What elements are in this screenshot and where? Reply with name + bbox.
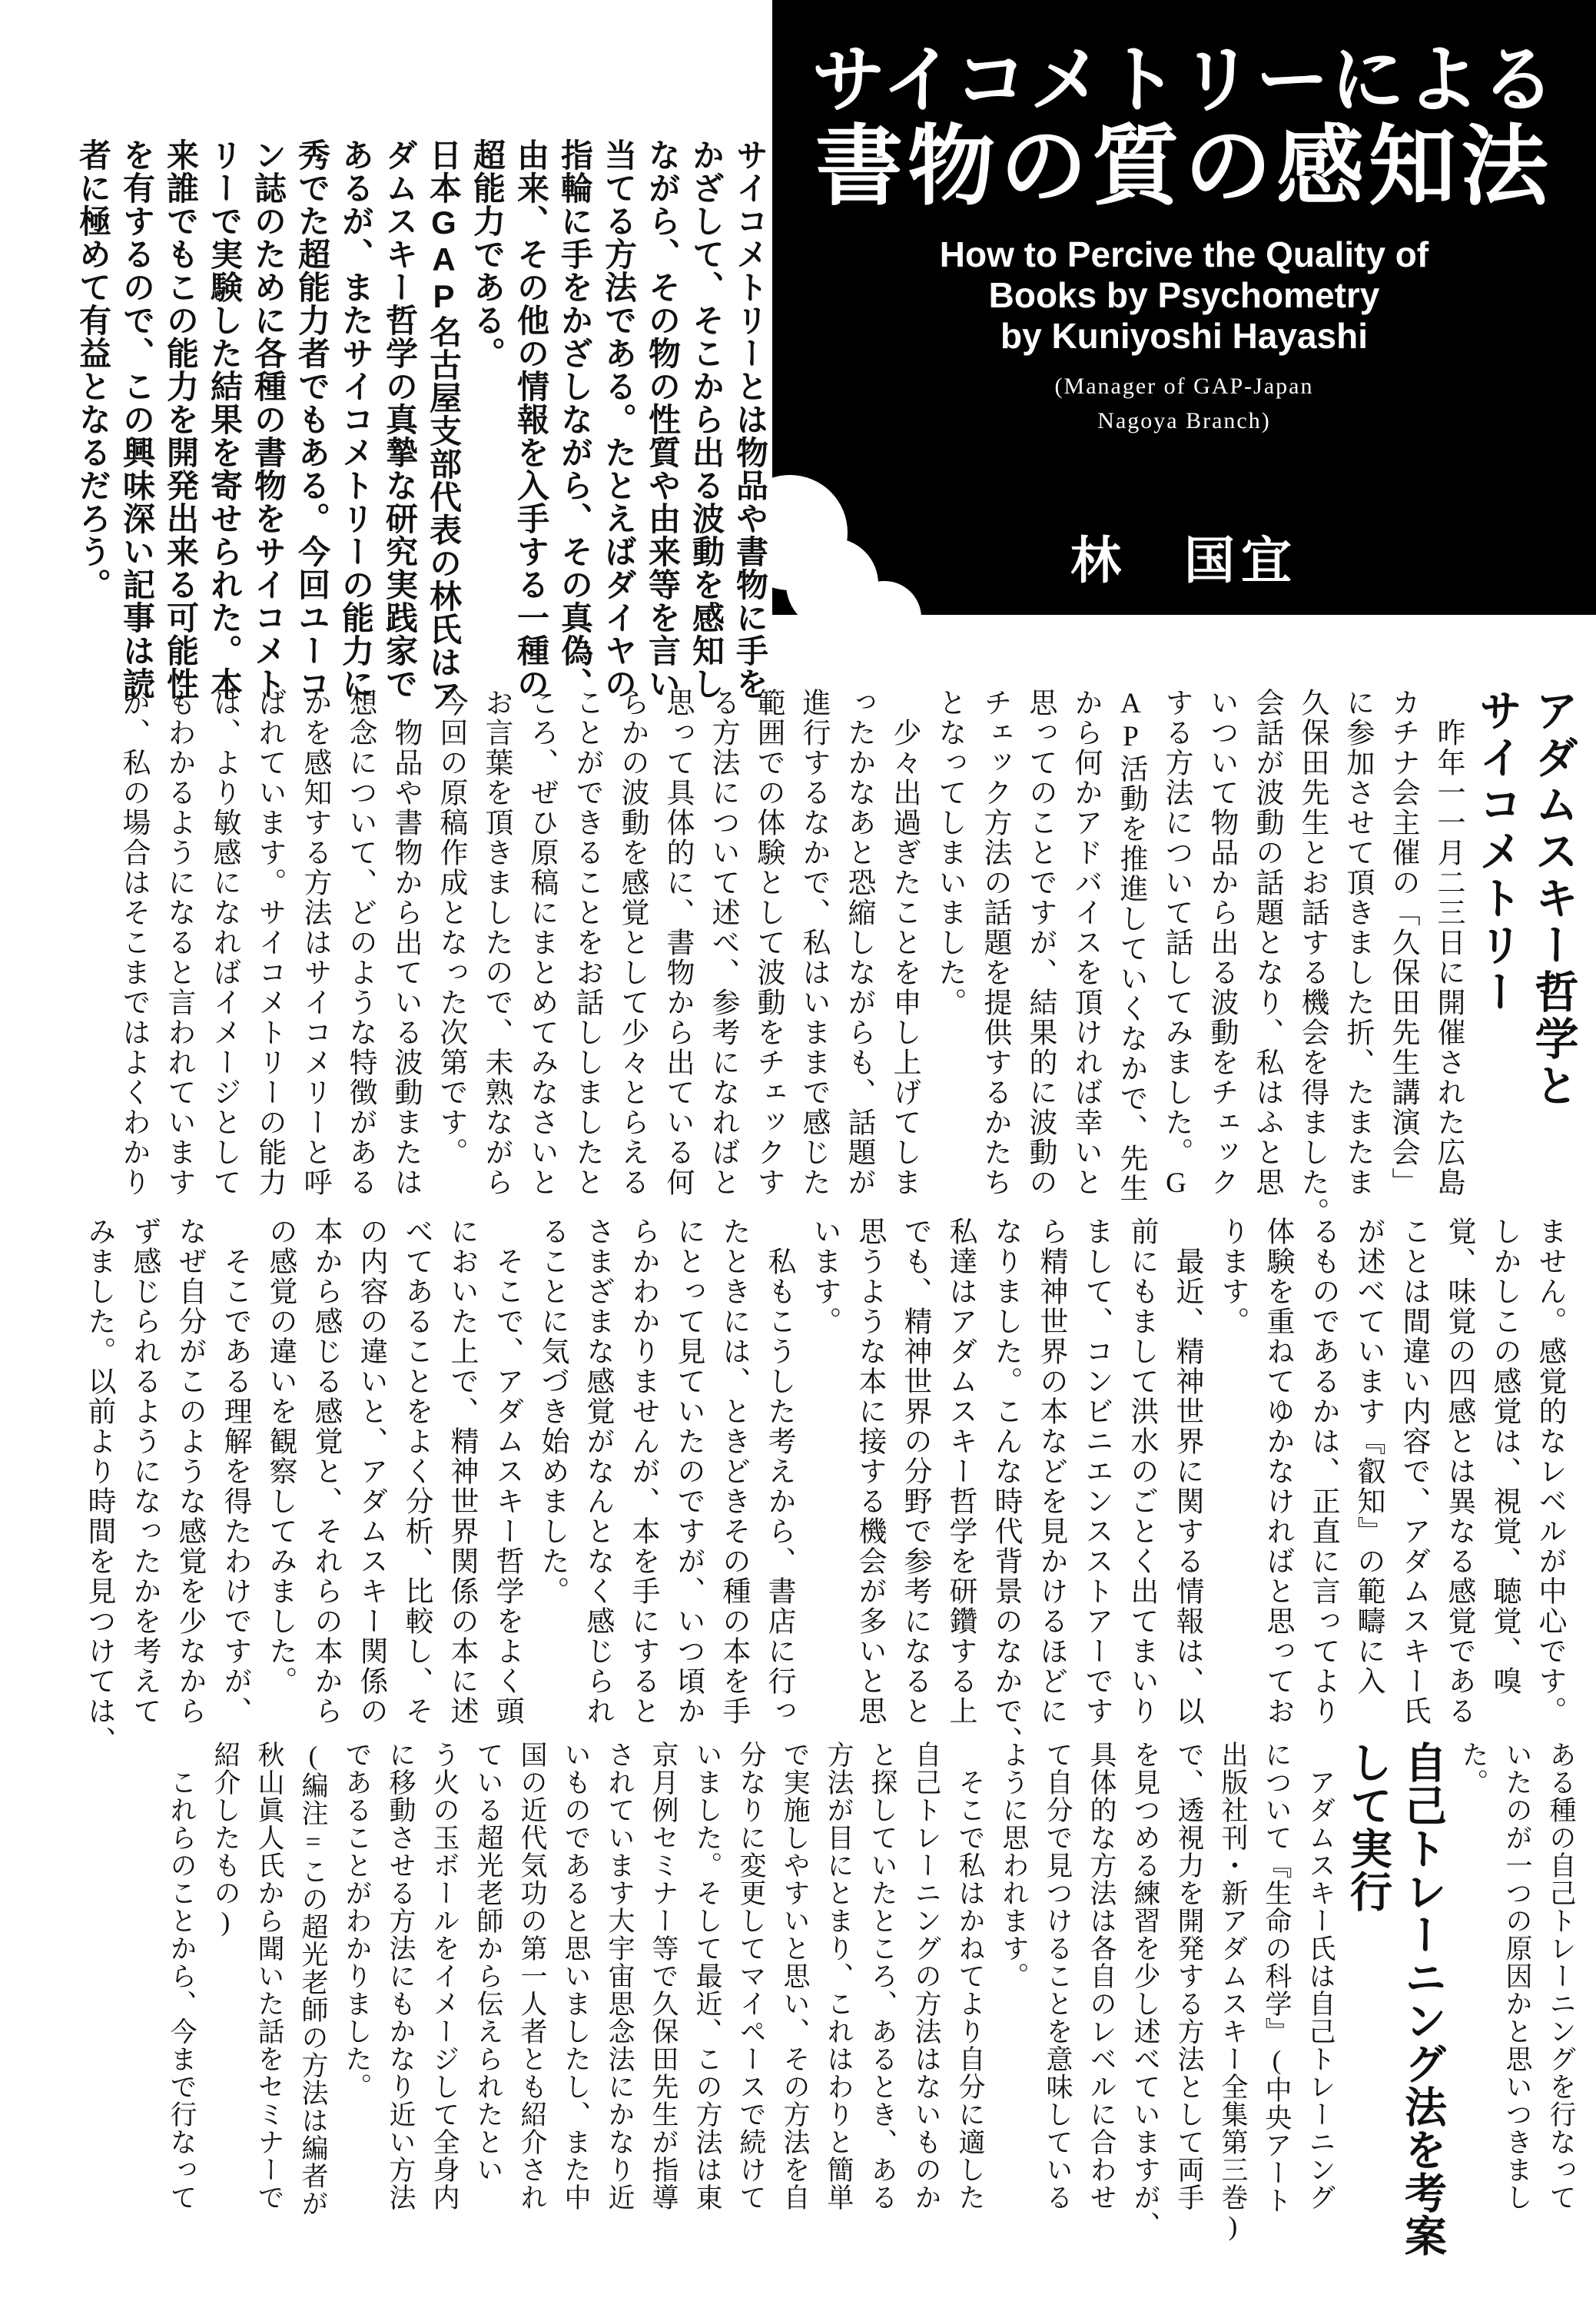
english-subtitle-line: by Kuniyoshi Hayashi: [1000, 316, 1368, 357]
intro-text-column: かざして、そこから出る波動を感知し: [689, 138, 725, 700]
body-text-column: 私もこうした考えから、書店に行っ: [763, 1217, 795, 1726]
body-text-column: の感覚の違いを観察してみました。: [264, 1217, 296, 1696]
body-text-column: カチナ会主催の「久保田先生講演会」: [1387, 688, 1418, 1197]
body-text-column: ら精神世界の本などを見かけるほどに: [1035, 1217, 1067, 1726]
intro-text-column: を有するので、この興味深い記事は読: [119, 138, 155, 700]
body-text-column: で、透視力を開発する方法として両手: [1174, 1741, 1204, 2211]
body-text-column: 範囲での体験として波動をチェックす: [752, 688, 784, 1197]
body-text-column: ある種の自己トレーニングを行なって: [1546, 1741, 1576, 2211]
intro-text-column: 由来、その他の情報を入手する一種の: [513, 138, 549, 700]
body-text-column: 思って具体的に、書物から出ている何: [662, 688, 693, 1197]
section-heading-line: 自己トレーニング法を考案: [1399, 1741, 1446, 2257]
article-title-line1: サイコメトリーによる: [811, 39, 1557, 121]
intro-text-column: 当てる方法である。たとえばダイヤの: [601, 138, 637, 700]
body-text-column: であることがわかりました。: [342, 1741, 372, 2100]
section-heading-line: して実行: [1344, 1741, 1392, 1913]
intro-text-column: リーで実験した結果を寄せられた。本: [207, 138, 243, 700]
intro-text-column: ながら、その物の性質や由来等を言い: [645, 138, 681, 700]
author-name: 林 国宜: [1070, 532, 1298, 589]
english-credit-line: Nagoya Branch): [1097, 407, 1271, 433]
body-text-column: 分なりに変更してマイペースで続けて: [736, 1741, 766, 2211]
body-text-column: 京月例セミナー等で久保田先生が指導: [649, 1741, 679, 2211]
body-text-column: いものであると思いましたし、また中: [561, 1741, 591, 2211]
body-text-column: で実施しやすいと思い、その方法を自: [780, 1741, 810, 2211]
body-text-column: 思うような本に接する機会が多いと思: [854, 1217, 885, 1726]
body-text-column: ません。感覚的なレベルが中心です。: [1534, 1217, 1565, 1726]
english-subtitle-line: Books by Psychometry: [988, 275, 1380, 316]
intro-lead-text: [59, 138, 768, 712]
intro-text-column: あるが、またサイコメトリーの能力に: [338, 138, 374, 700]
body-text-column: しかしこの感覚は、視覚、聴覚、嗅: [1488, 1217, 1520, 1696]
body-text-column: 前にもまして洪水のごとく出てまいり: [1126, 1217, 1157, 1726]
intro-text-column: 日本GAP名古屋支部代表の林氏はア: [426, 138, 462, 712]
intro-text-column: 指輪に手をかざしながら、その真偽、: [557, 138, 593, 700]
body-text-column: 国の近代気功の第一人者とも紹介され: [517, 1741, 547, 2211]
body-text-column: となってしまいました。: [934, 688, 965, 1018]
body-text-column: る方法について述べ、参考になればと: [707, 688, 738, 1197]
body-text-column: においた上で、精神世界関係の本に述: [446, 1217, 477, 1726]
body-text-column: する方法について話してみました。G: [1160, 688, 1192, 1200]
body-text-column: 昨年一一月二三日に開催された広島: [1432, 688, 1464, 1197]
english-subtitle-line: How to Percive the Quality of: [939, 234, 1429, 275]
title-banner: [772, 0, 1596, 615]
body-text-column: が、私の場合はそこまではよくわかり: [118, 688, 149, 1197]
body-text-column: らかわかりませんが、本を手にすると: [627, 1217, 659, 1726]
intro-text-column: ダムスキー哲学の真摯な研究実践家で: [382, 138, 418, 700]
body-text-column: に参加させて頂きました折、たまたま: [1342, 688, 1373, 1197]
body-text-column: 紹介したもの): [211, 1741, 241, 1937]
body-text-column: た。: [1458, 1741, 1488, 1796]
body-text-column: いついて物品から出る波動をチェック: [1206, 688, 1237, 1197]
body-text-column: もわかるようになると言われています: [163, 688, 194, 1197]
body-text-column: 思ってのことですが、結果的に波動の: [1024, 688, 1056, 1197]
body-text-column: 進行するなかで、私はいままで感じた: [798, 688, 829, 1197]
body-text-column: 会話が波動の話題となり、私はふと思: [1251, 688, 1282, 1197]
section-heading-line: サイコメトリー: [1472, 688, 1521, 1016]
section-2-body: [31, 1217, 1564, 1758]
intro-text-column: 来誰でもこの能力を開発出来る可能性: [163, 138, 199, 700]
body-text-column: 久保田先生とお話する機会を得ました。: [1296, 688, 1328, 1227]
body-text-column: べてあることをよく分析、比較し、そ: [400, 1217, 432, 1726]
body-text-column: 方法が目にとまり、これはわりと簡単: [824, 1741, 854, 2211]
intro-text-column: 秀でた超能力者でもある。今回ユーコ: [294, 138, 330, 700]
body-text-column: 最近、精神世界に関する情報は、以: [1171, 1217, 1203, 1726]
body-text-column: ている超光老師から伝えられたとい: [473, 1741, 503, 2183]
body-text-column: ず感じられるようになったかを考えて: [128, 1217, 160, 1726]
body-text-column: 今回の原稿作成となった次第です。: [435, 688, 466, 1167]
intro-text-column: 超能力である。: [470, 138, 506, 370]
body-text-column: でも、精神世界の分野で参考になると: [899, 1217, 931, 1726]
body-text-column: お言葉を頂きましたので、未熟ながら: [480, 688, 512, 1197]
body-text-column: かを感知する方法はサイコメリーと呼: [299, 688, 330, 1197]
body-text-column: そこである理解を得たわけですが、: [219, 1217, 251, 1726]
body-text-column: されています大宇宙思念法にかなり近: [605, 1741, 635, 2211]
body-text-column: 本から感じる感覚と、それらの本から: [310, 1217, 341, 1726]
body-text-column: に移動させる方法にもかなり近い方法: [386, 1741, 416, 2211]
body-text-column: たときには、ときどきその種の本を手: [718, 1217, 749, 1726]
body-text-column: これらのことから、今まで行なって: [167, 1741, 197, 2211]
english-credit-line: (Manager of GAP-Japan: [1054, 373, 1314, 399]
intro-text-column: サイコメトリーとは物品や書物に手を: [732, 138, 768, 700]
body-text-column: チェック方法の話題を提供するかたち: [979, 688, 1010, 1197]
body-text-column: は、より敏感になればイメージとして: [208, 688, 240, 1197]
body-text-column: 物品や書物から出ている波動または: [390, 688, 421, 1197]
body-text-column: 覚、味覚の四感とは異なる感覚である: [1443, 1217, 1475, 1726]
body-text-column: う火の玉ボールをイメージして全身内: [430, 1741, 460, 2211]
body-text-column: 秋山眞人氏から聞いた話をセミナーで: [254, 1741, 284, 2211]
body-text-column: ことができることをお話ししましたと: [571, 688, 602, 1197]
body-text-column: ります。: [1216, 1217, 1248, 1336]
author-credit-english: [772, 369, 1596, 438]
body-text-column: て自分で見つけることを意味している: [1043, 1741, 1073, 2211]
body-text-column: ったかなあと恐縮しながらも、話題が: [843, 688, 874, 1197]
body-text-column: そこで私はかねてより自分に適した: [955, 1741, 985, 2211]
body-text-column: るものであるかは、正直に言ってより: [1307, 1217, 1339, 1726]
body-text-column: にとって見ていたのですが、いつ頃か: [672, 1217, 704, 1726]
body-text-column: と探していたところ、あるとき、ある: [868, 1741, 898, 2211]
body-text-column: アダムスキー氏は自己トレーニング: [1306, 1741, 1336, 2211]
body-text-column: 具体的な方法は各自のレベルに合わせ: [1087, 1741, 1117, 2211]
body-text-column: ように思われます。: [999, 1741, 1029, 1990]
body-text-column: います。: [808, 1217, 840, 1336]
section-1: [57, 688, 1578, 1227]
body-text-column: ばれています。サイコメトリーの能力: [254, 688, 285, 1197]
body-text-column: いました。そして最近、この方法は東: [692, 1741, 722, 2211]
body-text-column: ことは間違い内容で、アダムスキー氏: [1398, 1217, 1429, 1726]
body-text-column: 体験を重ねてゆかなければと思ってお: [1262, 1217, 1293, 1726]
body-text-column: ころ、ぜひ原稿にまとめてみなさいと: [526, 688, 557, 1197]
body-text-column: ることに気づき始めました。: [536, 1217, 568, 1606]
body-text-column: なぜ自分がこのような感覚を少なから: [174, 1217, 205, 1726]
body-text-column: AP活動を推進していくなかで、先生: [1115, 688, 1146, 1204]
intro-text-column: 者に極めて有益となるだろう。: [75, 138, 111, 601]
intro-text-column: ン誌のために各種の書物をサイコメト: [251, 138, 287, 700]
body-text-column: について『生命の科学』(中央アート: [1262, 1741, 1292, 2214]
body-text-column: 私達はアダムスキー哲学を研鑽する上: [944, 1217, 976, 1726]
body-text-column: 出版社刊・新アダムスキー全集第三巻): [1218, 1741, 1248, 2242]
body-text-column: から何かアドバイスを頂ければ幸いと: [1070, 688, 1101, 1197]
body-text-column: を見つめる練習を少し述べていますが、: [1130, 1741, 1160, 2239]
body-text-column: (編注=この超光老師の方法は編者が: [298, 1741, 328, 2217]
body-text-column: 少々出過ぎたことを申し上げてしま: [888, 688, 920, 1197]
body-text-column: いたのが一つの原因かと思いつきまし: [1502, 1741, 1532, 2211]
section-3: [57, 1741, 1574, 2263]
body-text-column: そこで、アダムスキー哲学をよく頭: [491, 1217, 523, 1726]
body-text-column: 自己トレーニングの方法はないものか: [911, 1741, 941, 2211]
body-text-column: まして、コンビニエンスストアーです: [1080, 1217, 1112, 1726]
body-text-column: さまざまな感覚がなんとなく感じられ: [582, 1217, 613, 1726]
body-text-column: みました。以前より時間を見つけては、: [83, 1217, 114, 1756]
body-text-column: が述べています『叡知』の範疇に入: [1352, 1217, 1384, 1696]
body-text-column: らかの波動を感覚として少々とらえる: [616, 688, 648, 1197]
body-text-column: なりました。こんな時代背景のなかで、: [990, 1217, 1021, 1756]
article-title-line2: 書物の質の感知法: [815, 118, 1553, 216]
section-heading-line: アダムスキー哲学と: [1528, 688, 1578, 1110]
body-text-column: 想念について、どのような特徴がある: [344, 688, 376, 1197]
article-title-english: [772, 234, 1596, 357]
body-text-column: の内容の違いと、アダムスキー関係の: [355, 1217, 387, 1726]
